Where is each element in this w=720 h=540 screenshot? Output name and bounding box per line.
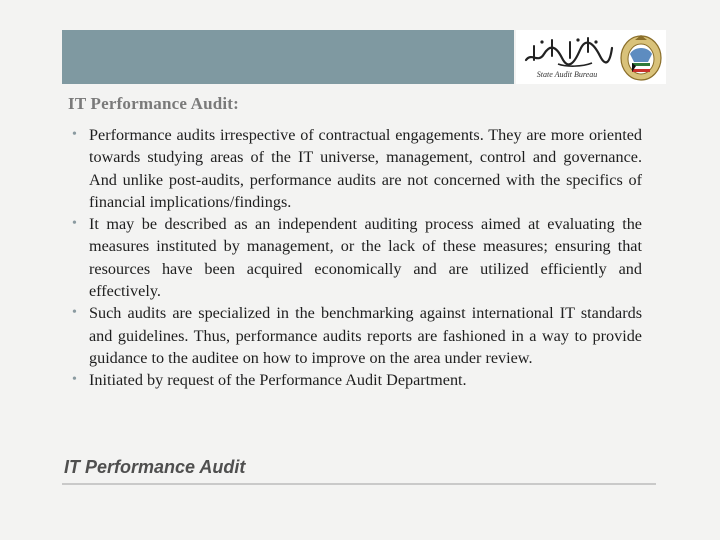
list-item — [72, 213, 642, 302]
bullet-icon: • — [72, 127, 77, 142]
state-emblem-icon — [618, 32, 664, 82]
footer-divider — [62, 483, 656, 485]
list-item — [72, 302, 642, 369]
bullet-icon: • — [72, 372, 77, 388]
state-audit-bureau-logo — [516, 30, 666, 84]
arabic-calligraphy-logo-icon — [522, 34, 614, 68]
bullet-icon: • — [72, 305, 77, 321]
header-band — [62, 30, 514, 84]
slide-title: IT Performance Audit: — [68, 94, 240, 113]
bullet-text: Performance audits irrespective of contractual engagements. They are more oriented towards studying areas of the IT universe, management, control and governance. And unlike post-audits, performance audits are not concerned with the specifics of financial implications/findings. — [89, 126, 642, 211]
list-item — [72, 124, 642, 213]
bullet-icon: • — [72, 216, 77, 232]
bullet-list — [72, 124, 642, 392]
bullet-text: Initiated by request of the Performance Audit Department. — [89, 371, 467, 390]
bullet-text: It may be described as an independent auditing process aimed at evaluating the measures instituted by management, or the lack of these measures; ensuring that resources have been acquired economically and are utilized efficiently and effectively. — [89, 215, 642, 301]
bullet-text: Such audits are specialized in the benchmarking against international IT standards and guidelines. Thus, performance audits reports are fashioned in a way to provide guidance to the auditee on how to improve on the area under review. — [89, 304, 642, 367]
logo-subtitle: State Audit Bureau — [536, 70, 598, 79]
footer-title: IT Performance Audit — [64, 457, 246, 477]
list-item — [72, 369, 642, 391]
